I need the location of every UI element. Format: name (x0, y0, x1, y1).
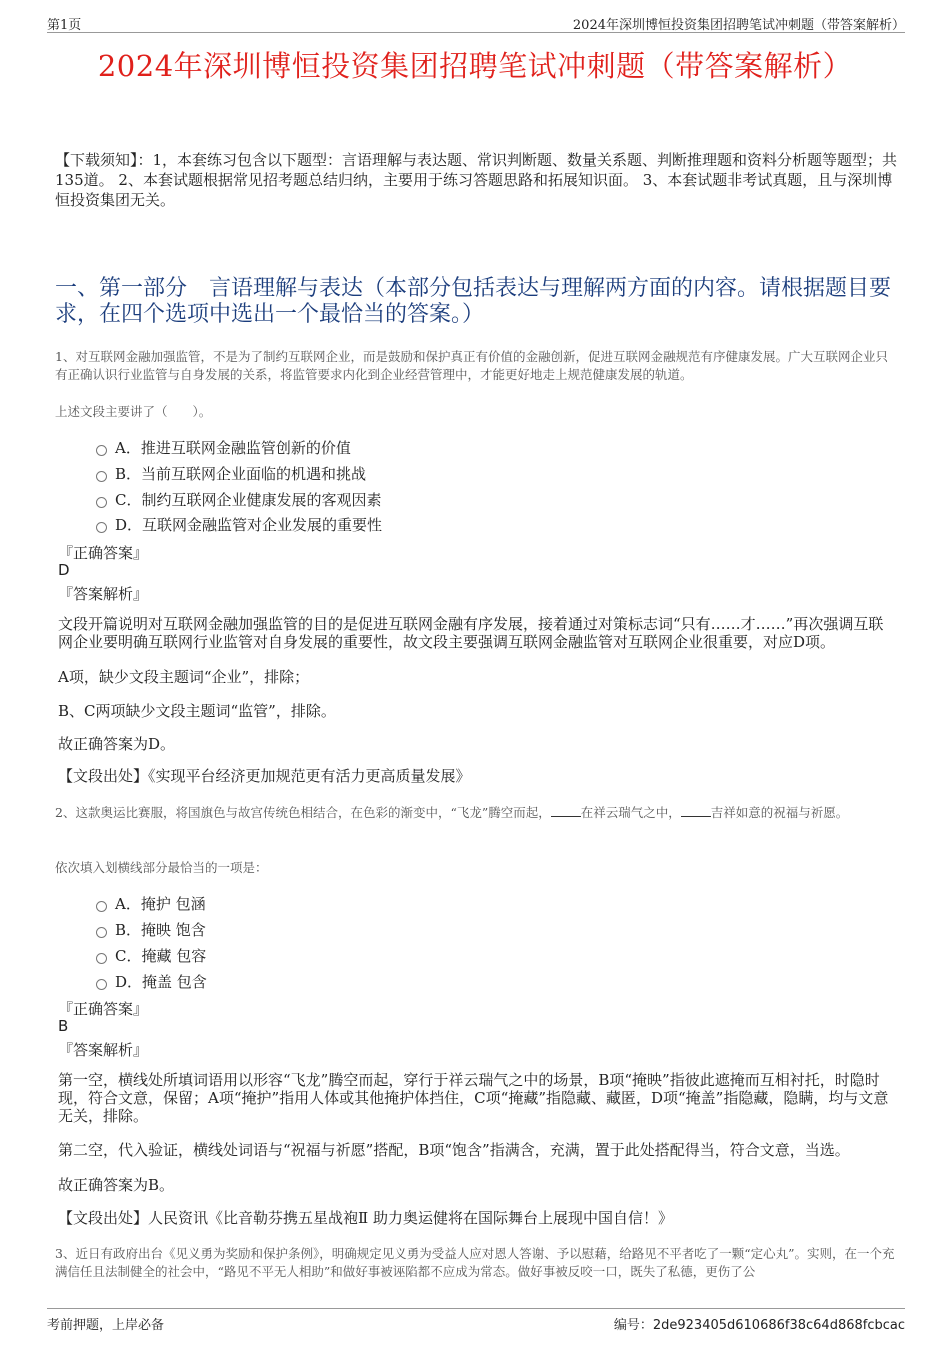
q1-analysis-3: B、C两项缺少文段主题词“监管”，排除。 (58, 702, 336, 720)
q1-analysis-4: 故正确答案为D。 (58, 735, 176, 753)
page-title: 2024年深圳博恒投资集团招聘笔试冲刺题（带答案解析） (97, 49, 853, 83)
q1-correct-label: 『正确答案』 (58, 544, 149, 562)
q2-option-d[interactable]: D．掩盖 包含 (96, 971, 207, 992)
blank-1 (551, 816, 581, 817)
q1-answer: D (58, 561, 70, 579)
header-doc-title: 2024年深圳博恒投资集团招聘笔试冲刺题（带答案解析） (572, 18, 905, 33)
q2-answer: B (58, 1017, 69, 1035)
section-heading: 一、第一部分 言语理解与表达（本部分包括表达与理解两方面的内容。请根据题目要求，在四个选项中选出一个最恰当的答案。） (55, 276, 892, 327)
q2-analysis-label: 『答案解析』 (58, 1041, 149, 1059)
download-notice: 【下载须知】：1，本套练习包含以下题型：言语理解与表达题、常识判断题、数量关系题、判断推理题和资料分析题等题型；共135道。 2、本套试题根据常见招考题总结归纳，主要用于练习答题思路和拓展知识面。 3、本套试题非考试真题，且与深圳博恒投资集团无关。 (55, 151, 898, 209)
radio-icon[interactable] (96, 927, 107, 938)
q2-option-a[interactable]: A．掩护 包涵 (96, 893, 206, 914)
q1-analysis-label: 『答案解析』 (58, 585, 149, 603)
q1-option-c[interactable]: C．制约互联网企业健康发展的客观因素 (96, 489, 381, 510)
radio-icon[interactable] (96, 979, 107, 990)
q2-analysis-3: 故正确答案为B。 (58, 1176, 175, 1194)
page-number: 第1页 (47, 18, 82, 33)
footer-slogan: 考前押题，上岸必备 (47, 1318, 165, 1333)
q2-option-c[interactable]: C．掩藏 包容 (96, 945, 206, 966)
q2-analysis-1: 第一空，横线处所填词语用以形容“飞龙”腾空而起，穿行于祥云瑞气之中的场景，B项“掩映”指彼此遮掩而互相衬托，时隐时现，符合文意，保留；A项“掩护”指用人体或其他掩护体挡住，C项“掩藏”指隐藏、藏匿，D项“掩盖”指隐藏，隐瞒，均与文意无关，排除。 (58, 1071, 889, 1125)
question-2-ask: 依次填入划横线部分最恰当的一项是： (55, 860, 268, 875)
page-header (47, 10, 905, 33)
q1-option-b[interactable]: B．当前互联网企业面临的机遇和挑战 (96, 463, 366, 484)
radio-icon[interactable] (96, 471, 107, 482)
q2-source: 【文段出处】人民资讯《比音勒芬携五星战袍Ⅱ 助力奥运健将在国际舞台上展现中国自信！》 (58, 1209, 673, 1227)
page-footer (47, 1308, 905, 1331)
radio-icon[interactable] (96, 901, 107, 912)
document-id: 编号：2de923405d610686f38c64d868fcbcac (613, 1318, 905, 1333)
blank-2 (681, 816, 711, 817)
q1-analysis-2: A项，缺少文段主题词“企业”，排除； (58, 668, 310, 686)
question-1-text: 1、对互联网金融加强监管，不是为了制约互联网企业，而是鼓励和保护真正有价值的金融创新，促进互联网金融规范有序健康发展。广大互联网企业只有正确认识行业监管与自身发展的关系，将监管要求内化到企业经营管理中，才能更好地走上规范健康发展的轨道。 (55, 349, 888, 382)
radio-icon[interactable] (96, 497, 107, 508)
question-3-text: 3、近日有政府出台《见义勇为奖励和保护条例》，明确规定见义勇为受益人应对恩人答谢、予以慰藉，给路见不平者吃了一颗“定心丸”。实则，在一个充满信任且法制健全的社会中，“路见不平无人相助”和做好事被诬陷都不应成为常态。做好事被反咬一口，既失了私德，更伤了公 (55, 1246, 895, 1279)
question-2-text: 2、这款奥运比赛服，将国旗色与故宫传统色相结合，在色彩的渐变中，“飞龙”腾空而起， 在祥云瑞气之中， 吉祥如意的祝福与祈愿。 (55, 805, 849, 820)
q2-analysis-2: 第二空，代入验证，横线处词语与“祝福与祈愿”搭配，B项“饱含”指满含，充满，置于此处搭配得当，符合文意，当选。 (58, 1141, 850, 1159)
q1-option-a[interactable]: A．推进互联网金融监管创新的价值 (96, 437, 351, 458)
q1-source: 【文段出处】《实现平台经济更加规范更有活力更高质量发展》 (58, 767, 471, 785)
q1-option-d[interactable]: D．互联网金融监管对企业发展的重要性 (96, 514, 382, 535)
radio-icon[interactable] (96, 953, 107, 964)
radio-icon[interactable] (96, 445, 107, 456)
question-1-ask: 上述文段主要讲了（ ）。 (55, 404, 212, 419)
radio-icon[interactable] (96, 522, 107, 533)
q2-correct-label: 『正确答案』 (58, 1000, 149, 1018)
q2-option-b[interactable]: B．掩映 饱含 (96, 919, 206, 940)
q1-analysis-1: 文段开篇说明对互联网金融加强监管的目的是促进互联网金融有序发展，接着通过对策标志词“只有……才……”再次强调互联网企业要明确互联网行业监管对自身发展的重要性，故文段主要强调互联网金融监管对互联网企业很重要，对应D项。 (58, 615, 884, 651)
